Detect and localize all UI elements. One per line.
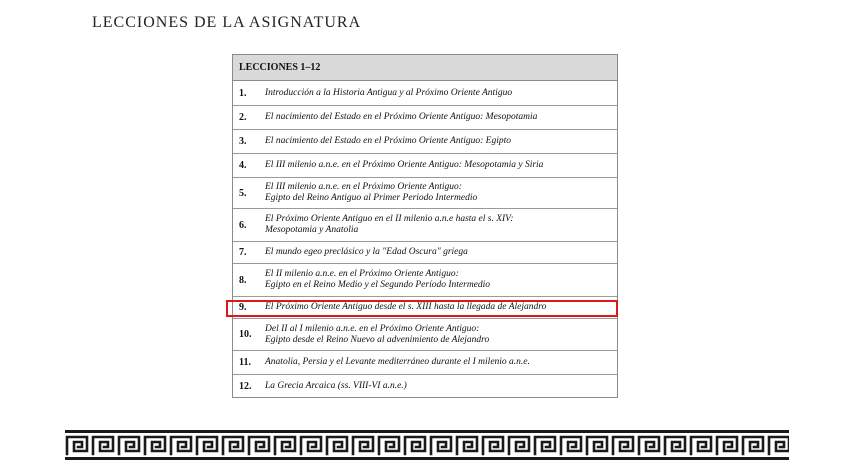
lesson-title: El Próximo Oriente Antiguo desde el s. XIII hasta la llegada de Alejandro — [265, 302, 547, 312]
page-heading: LECCIONES DE LA ASIGNATURA — [92, 14, 362, 31]
lesson-title: Introducción a la Historia Antigua y al Próximo Oriente Antiguo — [265, 87, 513, 98]
lesson-number: 7. — [239, 247, 247, 258]
lesson-row-12 — [233, 375, 617, 397]
lesson-row-7 — [233, 242, 617, 264]
lesson-title: El III milenio a.n.e. en el Próximo Oriente Antiguo: Mesopotamia y Siria — [265, 160, 544, 170]
lesson-row-6 — [233, 209, 617, 242]
lesson-number: 5. — [239, 187, 247, 199]
lesson-number: 4. — [239, 160, 247, 171]
lesson-row-10 — [233, 319, 617, 351]
lesson-number: 1. — [239, 87, 247, 99]
lesson-title: El II milenio a.n.e. en el Próximo Oriente Antiguo: Egipto en el Reino Medio y el Segundo Período Intermedio — [265, 269, 491, 290]
lesson-row-4 — [233, 154, 617, 178]
lesson-row-8 — [233, 264, 617, 297]
lesson-number: 12. — [239, 380, 252, 392]
lesson-title: La Grecia Arcaica (ss. VIII-VI a.n.e.) — [265, 380, 407, 391]
lesson-title: El Próximo Oriente Antiguo en el II milenio a.n.e hasta el s. XIV: Mesopotamia y Anatolia — [265, 214, 514, 235]
lesson-row-11 — [233, 351, 617, 375]
lesson-title: El nacimiento del Estado en el Próximo Oriente Antiguo: Mesopotamia — [265, 112, 538, 122]
highlight-box-lesson-9 — [226, 300, 618, 317]
lesson-title: El mundo egeo preclásico y la "Edad Oscura" griega — [265, 247, 468, 257]
lesson-title: El III milenio a.n.e. en el Próximo Oriente Antiguo: Egipto del Reino Antiguo al Primer Periodo Intermedio — [265, 182, 478, 203]
lesson-title: El nacimiento del Estado en el Próximo Oriente Antiguo: Egipto — [265, 136, 511, 146]
lesson-row-1 — [233, 81, 617, 106]
lesson-number: 11. — [239, 357, 251, 368]
lesson-number: 2. — [239, 112, 247, 123]
greek-key-border — [65, 430, 789, 460]
lesson-title: Del II al I milenio a.n.e. en el Próximo Oriente Antiguo: Egipto desde el Reino Nuevo al advenimiento de Alejandro — [265, 323, 490, 345]
lesson-number: 3. — [239, 136, 247, 147]
lessons-table — [232, 54, 618, 398]
table-header: LECCIONES 1–12 — [233, 55, 617, 81]
lesson-number: 6. — [239, 219, 247, 231]
lesson-number: 8. — [239, 274, 247, 286]
lesson-title: Anatolia, Persia y el Levante mediterráneo durante el I milenio a.n.e. — [265, 357, 530, 367]
lesson-number: 10. — [239, 329, 252, 340]
lesson-row-5 — [233, 178, 617, 209]
lesson-row-2 — [233, 106, 617, 130]
lesson-number: 9. — [239, 302, 247, 313]
greek-key-pattern-icon — [65, 430, 789, 460]
lesson-row-3 — [233, 130, 617, 154]
